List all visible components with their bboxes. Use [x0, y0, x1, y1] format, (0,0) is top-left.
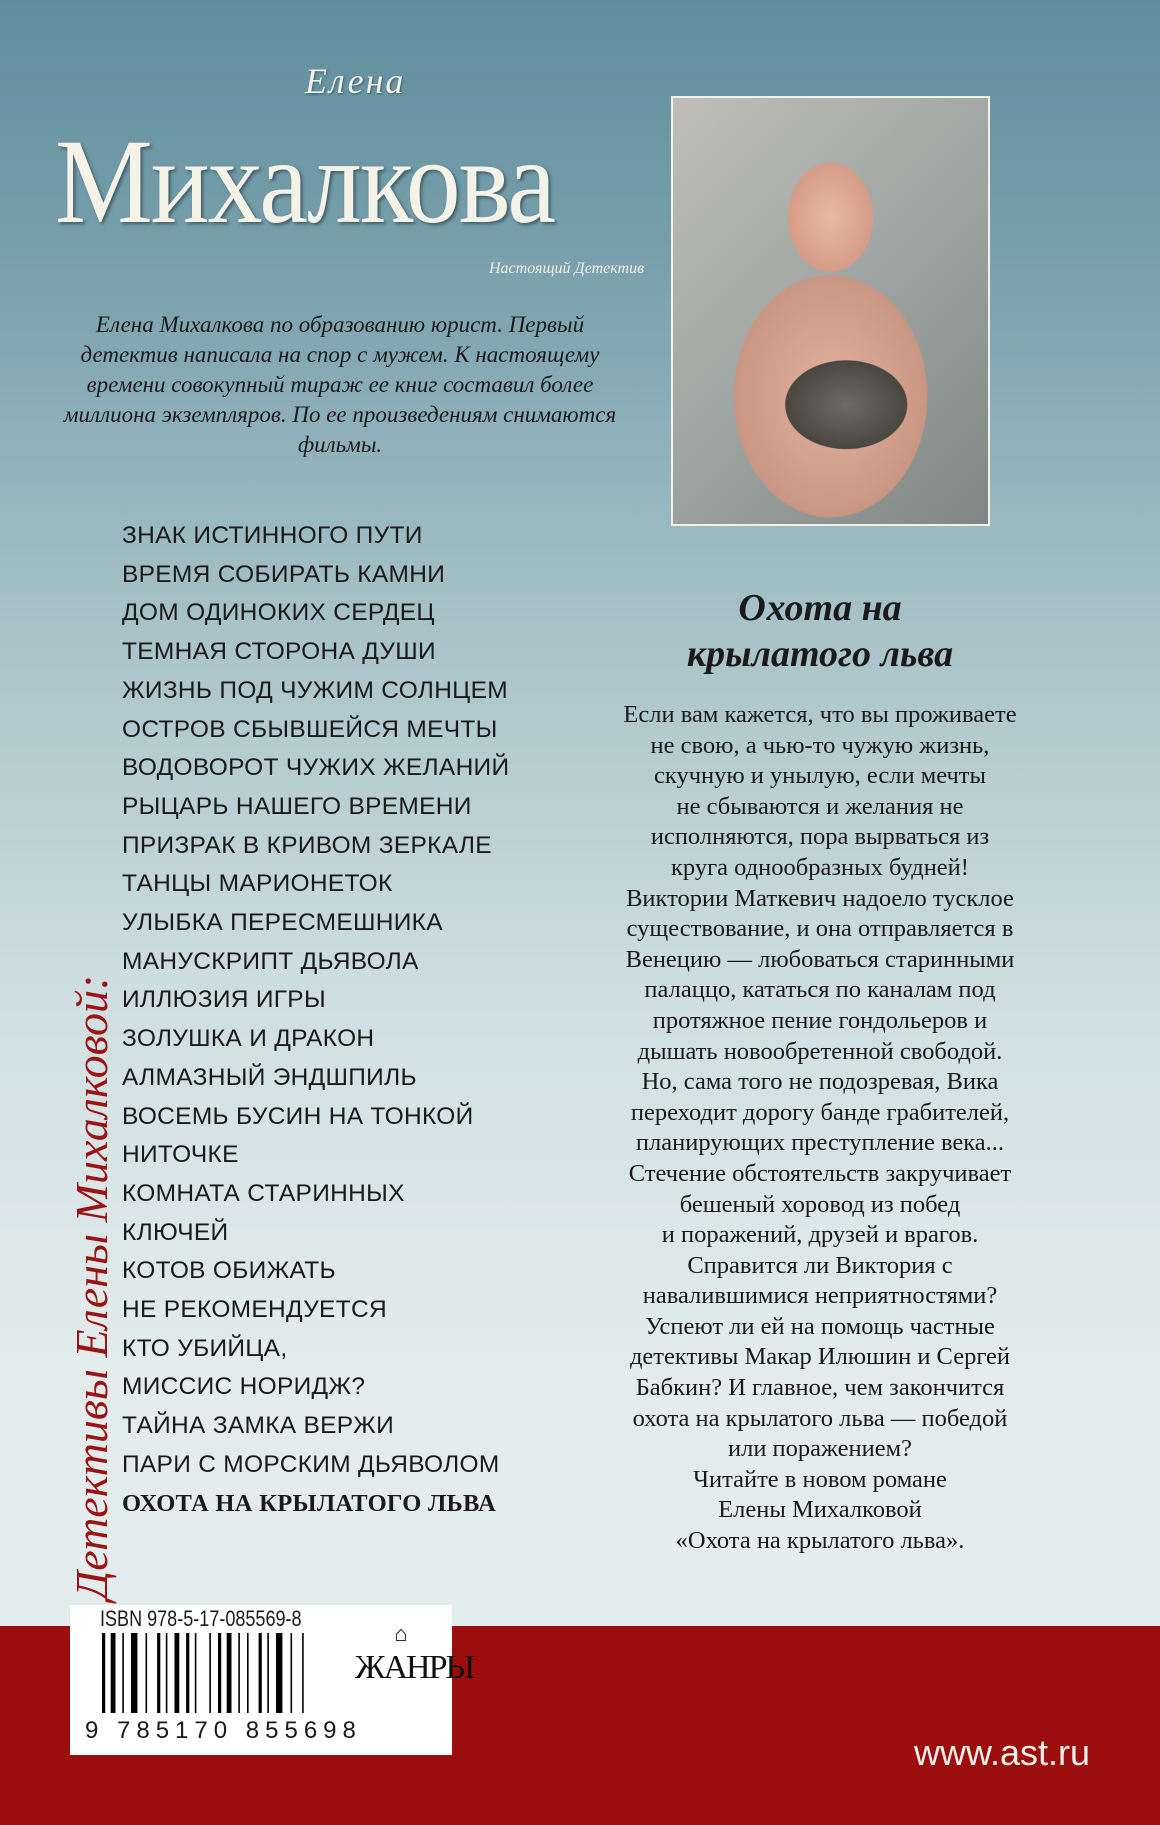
description-line: Виктории Маткевич надоело тусклое: [626, 884, 1014, 912]
description-line: Успеют ли ей на помощь частные: [645, 1312, 995, 1340]
barcode-bar: [267, 1633, 269, 1713]
description-line: Если вам кажется, что вы проживаете: [623, 701, 1017, 728]
title-line: Охота на: [738, 587, 902, 629]
isbn: ISBN 978-5-17-085569-8: [100, 1606, 302, 1631]
description-line: детективы Макар Илюшин и Сергей: [629, 1343, 1011, 1371]
book-list-item: КЛЮЧЕЙ: [122, 1218, 229, 1246]
book-list-item: ВРЕМЯ СОБИРАТЬ КАМНИ: [122, 560, 446, 588]
description-line: Венецию — любоваться старинными: [625, 945, 1015, 973]
book-list-item: ЗОЛУШКА И ДРАКОН: [122, 1025, 375, 1053]
book-list-item: ИЛЛЮЗИЯ ИГРЫ: [122, 986, 326, 1014]
publisher-url: www.ast.ru: [913, 1732, 1090, 1773]
book-description: [595, 700, 1045, 1557]
description-line: дышать новообретенной свободой.: [637, 1037, 1003, 1065]
book-list-item: НЕ РЕКОМЕНДУЕТСЯ: [122, 1296, 387, 1324]
book-list-item: МАНУСКРИПТ ДЬЯВОЛА: [122, 947, 419, 975]
book-list-item: УЛЫБКА ПЕРЕСМЕШНИКА: [122, 909, 443, 937]
author-bio: Елена Михалкова по образованию юрист. Первый детектив написала на спор с мужем. К настоящему времени совокупный тираж ее книг составил более миллиона экземпляров. По ее произведениям снимаются фильмы.: [63, 312, 617, 457]
current-book-item: ОХОТА НА КРЫЛАТОГО ЛЬВА: [122, 1489, 497, 1517]
barcode-bar: [259, 1633, 262, 1713]
barcode-bar: [276, 1633, 282, 1713]
book-list-item: КОМНАТА СТАРИННЫХ: [122, 1179, 405, 1207]
barcode-bar: [218, 1633, 221, 1713]
book-list-item: ТАЙНА ЗАМКА ВЕРЖИ: [122, 1412, 394, 1440]
book-list: [122, 517, 592, 1523]
description-line: Читайте в новом романе: [693, 1465, 947, 1493]
author-photo: [671, 96, 990, 526]
book-list-item: РЫЦАРЬ НАШЕГО ВРЕМЕНИ: [122, 792, 472, 820]
description-line: или поражением?: [727, 1435, 912, 1463]
lantern-icon: ⌂: [394, 1621, 408, 1646]
barcode-bar: [146, 1633, 148, 1713]
description-line: переходит дорогу банде грабителей,: [630, 1098, 1010, 1126]
description-line: существование, и она отправляется в: [626, 915, 1014, 943]
barcode-bar: [247, 1633, 249, 1713]
series-label: Настоящий Детектив: [489, 260, 645, 277]
book-list-item: ОСТРОВ СБЫВШЕЙСЯ МЕЧТЫ: [122, 715, 498, 743]
barcode-bar: [186, 1633, 189, 1713]
description-line: навалившимися неприятностями?: [642, 1282, 998, 1310]
description-line: протяжное пение гондольеров и: [652, 1006, 988, 1034]
barcode-bar: [166, 1633, 168, 1713]
description-line: охота на крылатого льва — победой: [632, 1404, 1008, 1432]
ean-number: 9 785170 855698: [85, 1717, 362, 1744]
book-list-item: ВОСЕМЬ БУСИН НА ТОНКОЙ: [122, 1102, 474, 1130]
barcode: [100, 1633, 340, 1713]
description-line: бешеный хоровод из побед: [679, 1190, 961, 1218]
description-line: «Охота на крылатого льва».: [675, 1527, 965, 1555]
author-first-name: Елена: [305, 61, 406, 101]
book-list-item: ЗНАК ИСТИННОГО ПУТИ: [122, 522, 423, 549]
book-list-item: ТЕМНАЯ СТОРОНА ДУШИ: [122, 638, 436, 666]
barcode-bar: [157, 1633, 160, 1713]
book-list-item: ПАРИ С МОРСКИМ ДЬЯВОЛОМ: [122, 1450, 500, 1478]
barcode-bar: [227, 1633, 232, 1713]
description-line: Справится ли Виктория с: [687, 1251, 953, 1279]
description-line: палаццо, кататься по каналам под: [644, 976, 996, 1004]
description-line: Елены Михалковой: [718, 1496, 922, 1524]
publisher-logo: [355, 1615, 474, 1745]
description-line: исполняются, пора вырваться из: [650, 823, 990, 851]
description-line: планирующих преступление века...: [635, 1129, 1005, 1157]
book-list-item: ЖИЗНЬ ПОД ЧУЖИМ СОЛНЦЕМ: [122, 676, 508, 704]
barcode-bar: [131, 1633, 137, 1713]
barcode-bar: [102, 1633, 105, 1713]
book-title: [600, 585, 1040, 677]
barcode-bar: [195, 1633, 197, 1713]
description-line: Но, сама того не подозревая, Вика: [641, 1068, 999, 1096]
author-logo: [55, 60, 665, 310]
book-list-item: ТАНЦЫ МАРИОНЕТОК: [122, 870, 393, 898]
book-list-item: ПРИЗРАК В КРИВОМ ЗЕРКАЛЕ: [122, 831, 492, 859]
book-list-item: КТО УБИЙЦА,: [122, 1334, 288, 1362]
author-last-name: Михалкова: [55, 114, 555, 249]
publisher-logo-text: ЖАНРЫ: [355, 1649, 474, 1686]
description-line: Бабкин? И главное, чем закончится: [635, 1374, 1005, 1402]
book-list-item: КОТОВ ОБИЖАТЬ: [122, 1257, 336, 1285]
barcode-bar: [302, 1633, 304, 1713]
description-line: Стечение обстоятельств закручивает: [628, 1159, 1012, 1187]
barcode-bar: [122, 1633, 124, 1713]
description-line: и поражений, друзей и врагов.: [661, 1221, 979, 1249]
barcode-bar: [209, 1633, 211, 1713]
barcode-box: [70, 1605, 474, 1755]
description-line: круга однообразных будней!: [671, 853, 969, 881]
barcode-bar: [111, 1633, 116, 1713]
barcode-bar: [175, 1633, 180, 1713]
description-line: не свою, а чью-то чужую жизнь,: [650, 731, 990, 759]
description-line: не сбываются и желания не: [676, 792, 964, 820]
book-list-item: ДОМ ОДИНОКИХ СЕРДЕЦ: [122, 599, 435, 627]
title-line: крылатого льва: [686, 633, 954, 675]
barcode-bar: [291, 1633, 293, 1713]
book-list-item: МИССИС НОРИДЖ?: [122, 1373, 366, 1401]
series-heading: Детективы Елены Михалковой:: [66, 974, 117, 1600]
description-line: скучную и унылую, если мечты: [654, 762, 986, 790]
barcode-bar: [238, 1633, 240, 1713]
book-list-item: НИТОЧКЕ: [122, 1141, 239, 1169]
book-list-item: ВОДОВОРОТ ЧУЖИХ ЖЕЛАНИЙ: [122, 754, 510, 782]
book-list-item: АЛМАЗНЫЙ ЭНДШПИЛЬ: [122, 1063, 417, 1091]
